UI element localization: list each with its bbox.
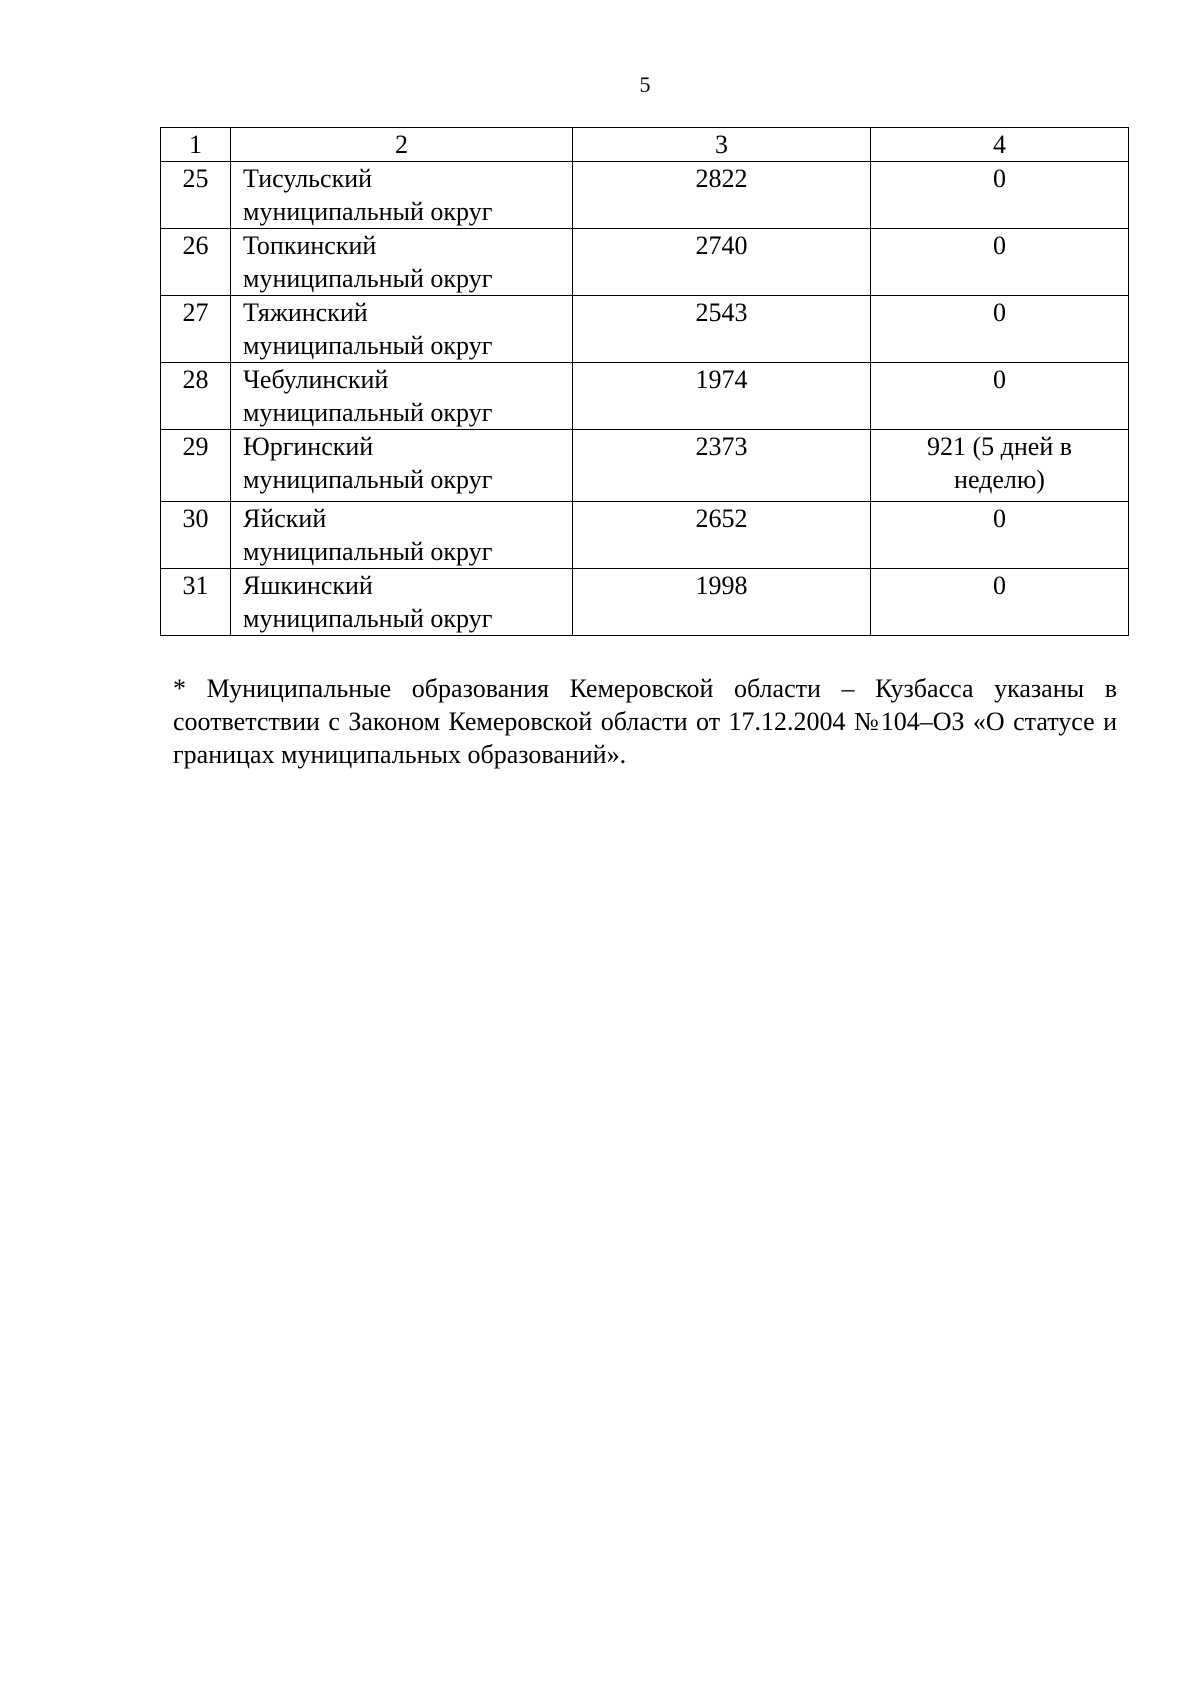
row-number: 29 bbox=[161, 430, 231, 502]
column-4-value-line-1: 0 bbox=[993, 231, 1006, 260]
municipality-name-line-2: муниципальный округ bbox=[243, 197, 493, 226]
municipality-name-line-2: муниципальный округ bbox=[243, 331, 493, 360]
municipality-name-line-1: Топкинский bbox=[243, 231, 377, 260]
column-header-1: 1 bbox=[161, 128, 231, 162]
column-4-value-line-1: 0 bbox=[993, 298, 1006, 327]
row-number: 26 bbox=[161, 229, 231, 296]
row-number: 27 bbox=[161, 296, 231, 363]
municipality-name-line-1: Тяжинский bbox=[243, 298, 368, 327]
municipality-name-line-2: муниципальный округ bbox=[243, 264, 493, 293]
column-4-value-line-1: 0 bbox=[993, 571, 1006, 600]
municipality-name-line-2: муниципальный округ bbox=[243, 398, 493, 427]
column-4-value bbox=[871, 296, 1129, 363]
table-header-row bbox=[161, 128, 1129, 162]
municipality-name-line-1: Яшкинский bbox=[243, 571, 373, 600]
table-row bbox=[161, 569, 1129, 636]
table-row bbox=[161, 363, 1129, 430]
column-4-value-line-1: 0 bbox=[993, 164, 1006, 193]
column-4-value bbox=[871, 363, 1129, 430]
municipality-name bbox=[231, 430, 573, 502]
column-4-value-line-1: 0 bbox=[993, 504, 1006, 533]
page-number: 5 bbox=[639, 72, 651, 97]
column-3-value: 2822 bbox=[573, 162, 871, 229]
footnote: * Муниципальные образования Кемеровской области – Кузбасса указаны в соответствии с Законом Кемеровской области от 17.12.2004 №104–ОЗ «О статусе и границах муниципальных образований». bbox=[173, 674, 1117, 769]
row-number: 30 bbox=[161, 502, 231, 569]
municipality-name-line-1: Тисульский bbox=[243, 164, 373, 193]
municipality-name-line-1: Яйский bbox=[243, 504, 327, 533]
column-4-value-line-2: неделю) bbox=[954, 465, 1045, 494]
column-3-value: 1998 bbox=[573, 569, 871, 636]
column-3-value: 2373 bbox=[573, 430, 871, 502]
column-3-value: 2740 bbox=[573, 229, 871, 296]
municipality-name bbox=[231, 296, 573, 363]
column-header-2: 2 bbox=[231, 128, 573, 162]
row-number: 31 bbox=[161, 569, 231, 636]
municipality-name bbox=[231, 363, 573, 430]
table-row bbox=[161, 502, 1129, 569]
table-row bbox=[161, 162, 1129, 229]
column-4-value bbox=[871, 229, 1129, 296]
table-row bbox=[161, 430, 1129, 502]
row-number: 28 bbox=[161, 363, 231, 430]
column-header-3: 3 bbox=[573, 128, 871, 162]
column-header-4: 4 bbox=[871, 128, 1129, 162]
municipality-name bbox=[231, 569, 573, 636]
column-3-value: 2543 bbox=[573, 296, 871, 363]
table-row bbox=[161, 296, 1129, 363]
column-4-value bbox=[871, 569, 1129, 636]
municipality-name-line-2: муниципальный округ bbox=[243, 465, 493, 494]
municipality-name-line-1: Чебулинский bbox=[243, 365, 389, 394]
column-4-value-line-1: 921 (5 дней в bbox=[926, 432, 1073, 461]
column-4-value-line-1: 0 bbox=[993, 365, 1006, 394]
municipality-name-line-2: муниципальный округ bbox=[243, 537, 493, 566]
municipality-name bbox=[231, 502, 573, 569]
column-4-value bbox=[871, 430, 1129, 502]
municipality-name-line-1: Юргинский bbox=[243, 432, 374, 461]
municipality-name bbox=[231, 229, 573, 296]
table-row bbox=[161, 229, 1129, 296]
column-4-value bbox=[871, 162, 1129, 229]
row-number: 25 bbox=[161, 162, 231, 229]
column-3-value: 1974 bbox=[573, 363, 871, 430]
municipality-name-line-2: муниципальный округ bbox=[243, 604, 493, 633]
municipal-table bbox=[160, 127, 1129, 636]
column-4-value bbox=[871, 502, 1129, 569]
column-3-value: 2652 bbox=[573, 502, 871, 569]
municipality-name bbox=[231, 162, 573, 229]
